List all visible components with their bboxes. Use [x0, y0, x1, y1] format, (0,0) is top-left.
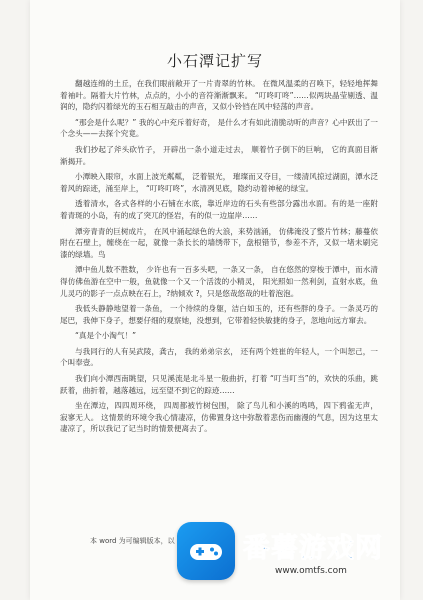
paragraph: 潭旁青青的巨树成片， 在风中涌起绿色的大浪，来势汹涌， 仿佛淹没了整片竹林；藤蔓依附在石壁上，缠绕在一起，就像一条长长的墙绣带下，盘根错节，参差不齐，又似一堵未刷完漆的绿墙。鸟: [60, 226, 378, 259]
site-watermark: [177, 516, 417, 586]
watermark-url: www.omtfs.com: [275, 566, 347, 576]
document-body: [60, 78, 378, 439]
paragraph: 我们向小潭西南眺望，只见溪流是北斗星一般曲折，打着 “叮当叮当”的，欢快的乐曲，跳跃着，曲折着，越落越远，远至望不到它的踪迹……: [60, 374, 378, 395]
paragraph: 翻越连绵的土丘，在我们眼前敞开了一片青翠的竹林。 在微风温柔的召唤下，轻轻地挥舞着袖叶。隔着大片竹林，点点的，小小的音符渐渐飘来。 “叮咚叮咚”……似两块晶莹剔透、温润的，隐约闪着绿光的玉石相互敲击的声音，又似小铃铛在风中轻荡的声音。: [60, 79, 378, 112]
paragraph: 潭中鱼儿数不胜数， 少许也有一百多头吧，一条又一条， 自在悠然的穿梭于潭中，而水清得仿佛鱼游在空中一般，鱼就像一个又一个活泼的小精灵， 阳光照如一然利剑，直射水底，鱼儿灵巧的影子一点点映在石上，?纳倾欢 ?，只是悠哉悠哉的吐着泡泡。: [60, 265, 378, 298]
document-page: [30, 0, 400, 600]
paragraph: “那会是什么呢？” 我的心中充斥着好奇， 是什么才有如此清脆动听的声音？心中跃出了一个念头——去探个究竟。: [60, 117, 378, 139]
paragraph: 我低头静静地望着一条鱼， 一个待续的身躯，洁白如玉的，还有些胖的身子。一条灵巧的尾巴，我伸下身子，想要仔细的观察她，没想到，它带着轻快敏捷的身子，忽地向远方窜去。: [60, 304, 378, 325]
paragraph: 小潭映入眼帘，水面上波光粼粼， 泛着银光， 璀璨而又夺目，一缕清风掠过湖面，潭水泛着风的踪迹，涌至岸上， “叮咚叮咚”，水清冽见底，隐约动着神秘的绿宝。: [60, 172, 378, 193]
document-title: 小石潭记扩写: [166, 52, 263, 70]
footnote: 本 word 为可编辑版本，以: [90, 537, 175, 545]
gamepad-logo-icon: [177, 522, 235, 580]
paragraph: 我们抄起了斧头砍竹子， 开辟出一条小道走过去， 顺着竹子倒下的巨响， 它的真面目渐渐揭开。: [60, 144, 378, 166]
watermark-title: 番薯游戏网: [243, 533, 383, 564]
paragraph: 坐在潭边，四四周环绕， 四周都被竹树包围， 除了鸟儿和小溪的鸣鸣，四下鸦雀无声， 寂寥无人。 这情景的环境令我心情凄凉，仿佛置身这中弥散着悲伤而幽漫的气息，因为这里太凄凉了，所以我记了记当时的情景便离去了。: [60, 401, 378, 434]
paragraph: 与我同行的人有吴武陵，龚古， 我的弟弟宗玄， 还有两个姓崔的年轻人，一个叫恕己，一个叫奉壹。: [60, 346, 378, 368]
paragraph: “真是个小淘气！”: [75, 331, 137, 341]
paragraph: 透着清水，各式各样的小石铺在水底，靠近岸边的石头有些部分露出水面。有的是一座附着青斑的小岛，有的成了突兀的怪岩，有的似一边崖岸……: [60, 199, 378, 220]
